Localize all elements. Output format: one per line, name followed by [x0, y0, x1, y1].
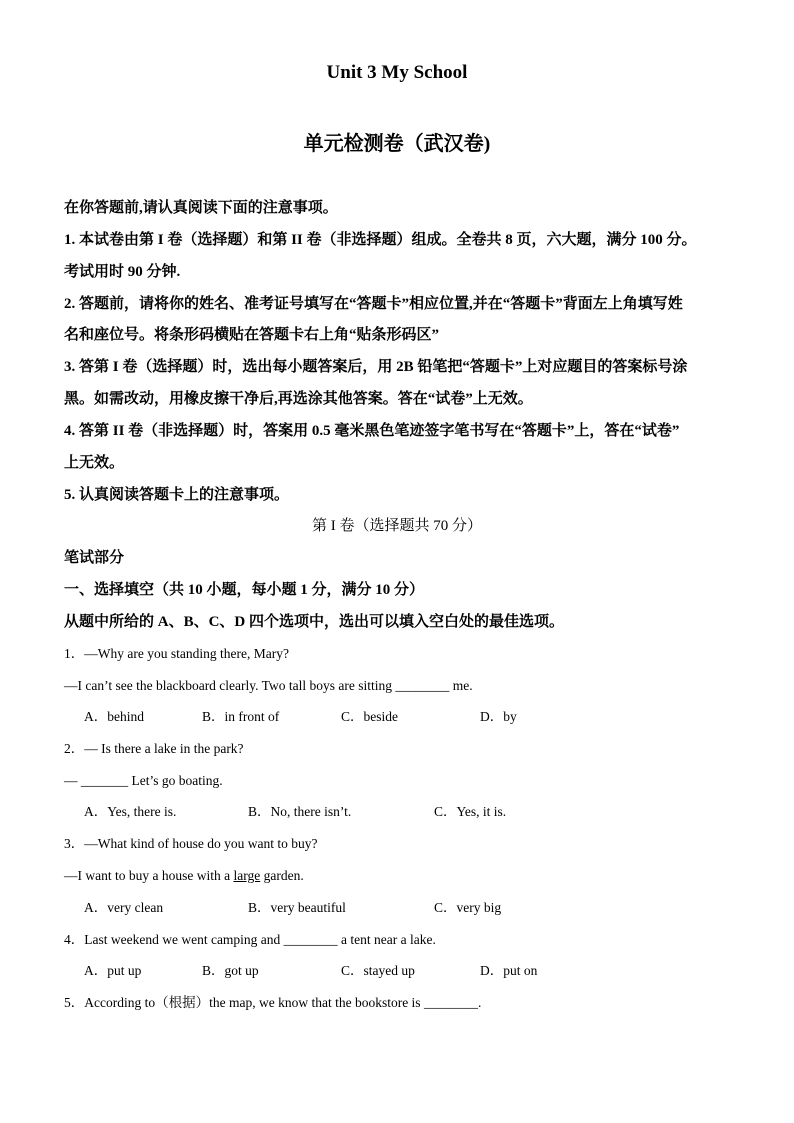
question-3-line-2-end: garden. [260, 868, 304, 883]
question-4-option-d: D．put on [480, 963, 538, 978]
question-3-option-b: B．very beautiful [248, 900, 346, 915]
question-2-line-1: 2．— Is there a lake in the park? [64, 741, 244, 756]
notice-item-4-line-1: 4. 答第 II 卷（非选择题）时，答案用 0.5 毫米黑色笔迹签字笔书写在“答题卡”上，答在“试卷” [64, 423, 680, 439]
section-label: 笔试部分 [64, 550, 125, 566]
question-1-option-c: C．beside [341, 709, 398, 724]
notice-item-1-line-1: 1. 本试卷由第 I 卷（选择题）和第 II 卷（非选择题）组成。全卷共 8 页，六大题，满分 100 分。 [64, 232, 697, 248]
question-1-option-a: A．behind [84, 709, 144, 724]
question-2-option-a: A．Yes, there is. [84, 804, 177, 819]
question-4-option-a: A．put up [84, 963, 142, 978]
question-3-line-1: 3．—What kind of house do you want to buy? [64, 836, 318, 851]
notice-item-3-line-1: 3. 答第 I 卷（选择题）时，选出每小题答案后，用 2B 铅笔把“答题卡”上对应题目的答案标号涂 [64, 359, 688, 375]
question-4-option-b: B．got up [202, 963, 259, 978]
section-1-title: 一、选择填空（共 10 小题，每小题 1 分，满分 10 分） [64, 582, 425, 598]
question-3-option-c: C．very big [434, 900, 502, 915]
question-2-option-c: C．Yes, it is. [434, 804, 507, 819]
section-1-instruction: 从题中所给的 A、B、C、D 四个选项中，选出可以填入空白处的最佳选项。 [64, 614, 565, 630]
notice-item-2-line-1: 2. 答题前，请将你的姓名、准考证号填写在“答题卡”相应位置,并在“答题卡”背面左上角填写姓 [64, 296, 683, 312]
notice-item-4-line-2: 上无效。 [64, 455, 125, 471]
notice-item-1-line-2: 考试用时 90 分钟. [64, 264, 181, 280]
question-3-line-2-text: —I want to buy a house with a [64, 868, 234, 883]
question-1-option-d: D．by [480, 709, 517, 724]
notice-item-2-line-2: 名和座位号。将条形码横贴在答题卡右上角“贴条形码区” [64, 327, 440, 343]
question-1-line-1: 1．—Why are you standing there, Mary? [64, 646, 289, 661]
question-4-option-c: C．stayed up [341, 963, 415, 978]
notice-item-5: 5. 认真阅读答题卡上的注意事项。 [64, 487, 290, 503]
page-title: Unit 3 My School [326, 62, 468, 83]
question-2-option-b: B．No, there isn’t. [248, 804, 352, 819]
page-subtitle: 单元检测卷（武汉卷) [303, 133, 491, 155]
notice-item-3-line-2: 黑。如需改动，用橡皮擦干净后,再选涂其他答案。答在“试卷”上无效。 [64, 391, 533, 407]
question-4-line-1: 4．Last weekend we went camping and ________ a tent near a lake. [64, 932, 436, 947]
question-3-line-2 [64, 866, 304, 886]
notice-heading: 在你答题前,请认真阅读下面的注意事项。 [64, 200, 338, 216]
question-3-underlined-word: large [233, 868, 261, 883]
question-2-line-2: — _______ Let’s go boating. [64, 773, 223, 788]
question-5-line-1: 5．According to（根据）the map, we know that the bookstore is ________. [64, 995, 482, 1010]
question-3-option-a: A．very clean [84, 900, 164, 915]
question-1-option-b: B．in front of [202, 709, 280, 724]
question-1-line-2: —I can’t see the blackboard clearly. Two tall boys are sitting ________ me. [64, 678, 473, 693]
part-title: 第 I 卷（选择题共 70 分） [312, 518, 482, 534]
